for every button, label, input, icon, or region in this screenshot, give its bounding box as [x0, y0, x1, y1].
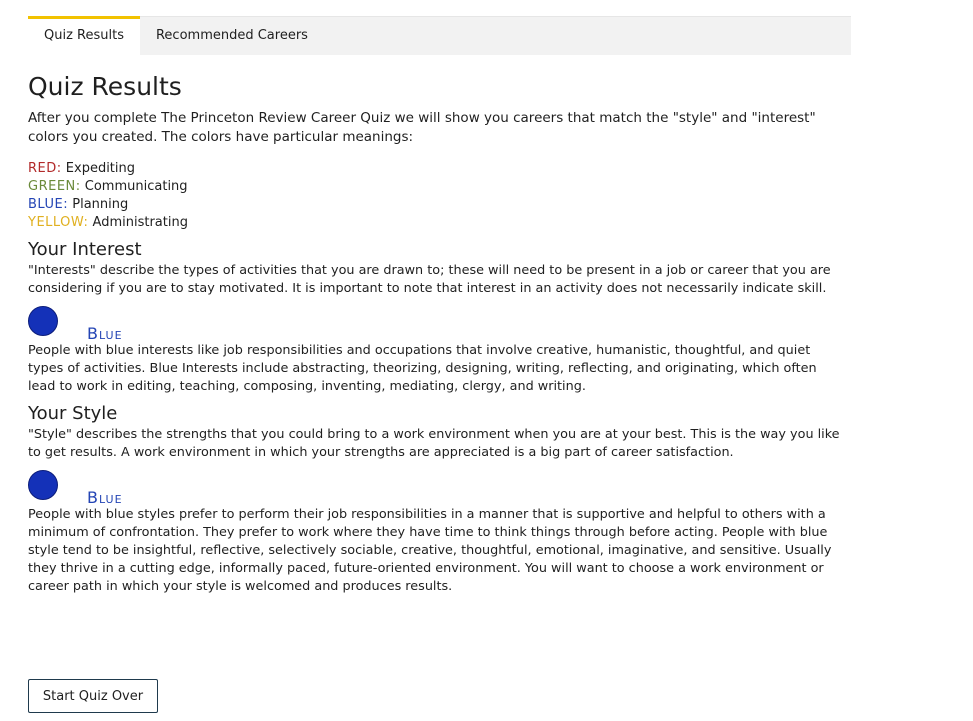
style-heading: Your Style [28, 403, 118, 424]
legend-value: Administrating [92, 215, 188, 230]
legend-item-blue [28, 196, 848, 214]
legend-key: BLUE: [28, 197, 69, 212]
tab-bar [28, 16, 851, 55]
legend-value: Expediting [65, 161, 136, 176]
interest-color-dot [28, 306, 58, 336]
legend-value: Planning [72, 197, 129, 212]
interest-color-name: Blue [87, 324, 123, 343]
legend-item-red [28, 160, 848, 178]
interest-description: "Interests" describe the types of activities that you are drawn to; these will need to be present in a job or career that you are considering if you are to stay motivated. It is important to note that interest in an activity does not necessarily indicate skill. [28, 263, 831, 296]
interest-heading: Your Interest [28, 239, 142, 260]
legend-item-yellow [28, 214, 848, 232]
page-title: Quiz Results [28, 72, 182, 101]
color-legend [28, 160, 848, 232]
style-color-text: People with blue styles prefer to perform their job responsibilities in a manner that is supportive and helpful to others with a minimum of confrontation. They prefer to work where they have time to think things through before acting. People with blue style tend to be insightful, reflective, selectively sociable, creative, thoughtful, emotional, imaginative, and sensitive. Usually they thrive in a cutting edge, informally paced, future-oriented environment. You will want to choose a work environment or career path in which your style is welcomed and produces results. [28, 507, 832, 594]
style-color-name: Blue [87, 488, 123, 507]
tab-quiz-results[interactable]: Quiz Results [28, 16, 140, 55]
start-quiz-over-button[interactable]: Start Quiz Over [28, 679, 158, 713]
legend-key: GREEN: [28, 179, 81, 194]
legend-item-green [28, 178, 848, 196]
style-color-row [28, 470, 848, 506]
main-content [28, 70, 848, 596]
legend-value: Communicating [84, 179, 188, 194]
legend-key: YELLOW: [28, 215, 89, 230]
interest-color-row [28, 306, 848, 342]
legend-key: RED: [28, 161, 62, 176]
style-color-dot [28, 470, 58, 500]
interest-color-text: People with blue interests like job responsibilities and occupations that involve creative, humanistic, thoughtful, and quiet types of activities. Blue Interests include abstracting, theorizing, designing, writing, reflecting, and originating, which often lead to work in editing, teaching, composing, inventing, mediating, clergy, and writing. [28, 343, 817, 394]
intro-text: After you complete The Princeton Review Career Quiz we will show you careers that match the "style" and "interest" colors you created. The colors have particular meanings: [28, 110, 816, 145]
style-description: "Style" describes the strengths that you could bring to a work environment when you are at your best. This is the way you like to get results. A work environment in which your strengths are appreciated is a big part of career satisfaction. [28, 427, 840, 460]
tab-recommended-careers[interactable]: Recommended Careers [155, 28, 308, 43]
